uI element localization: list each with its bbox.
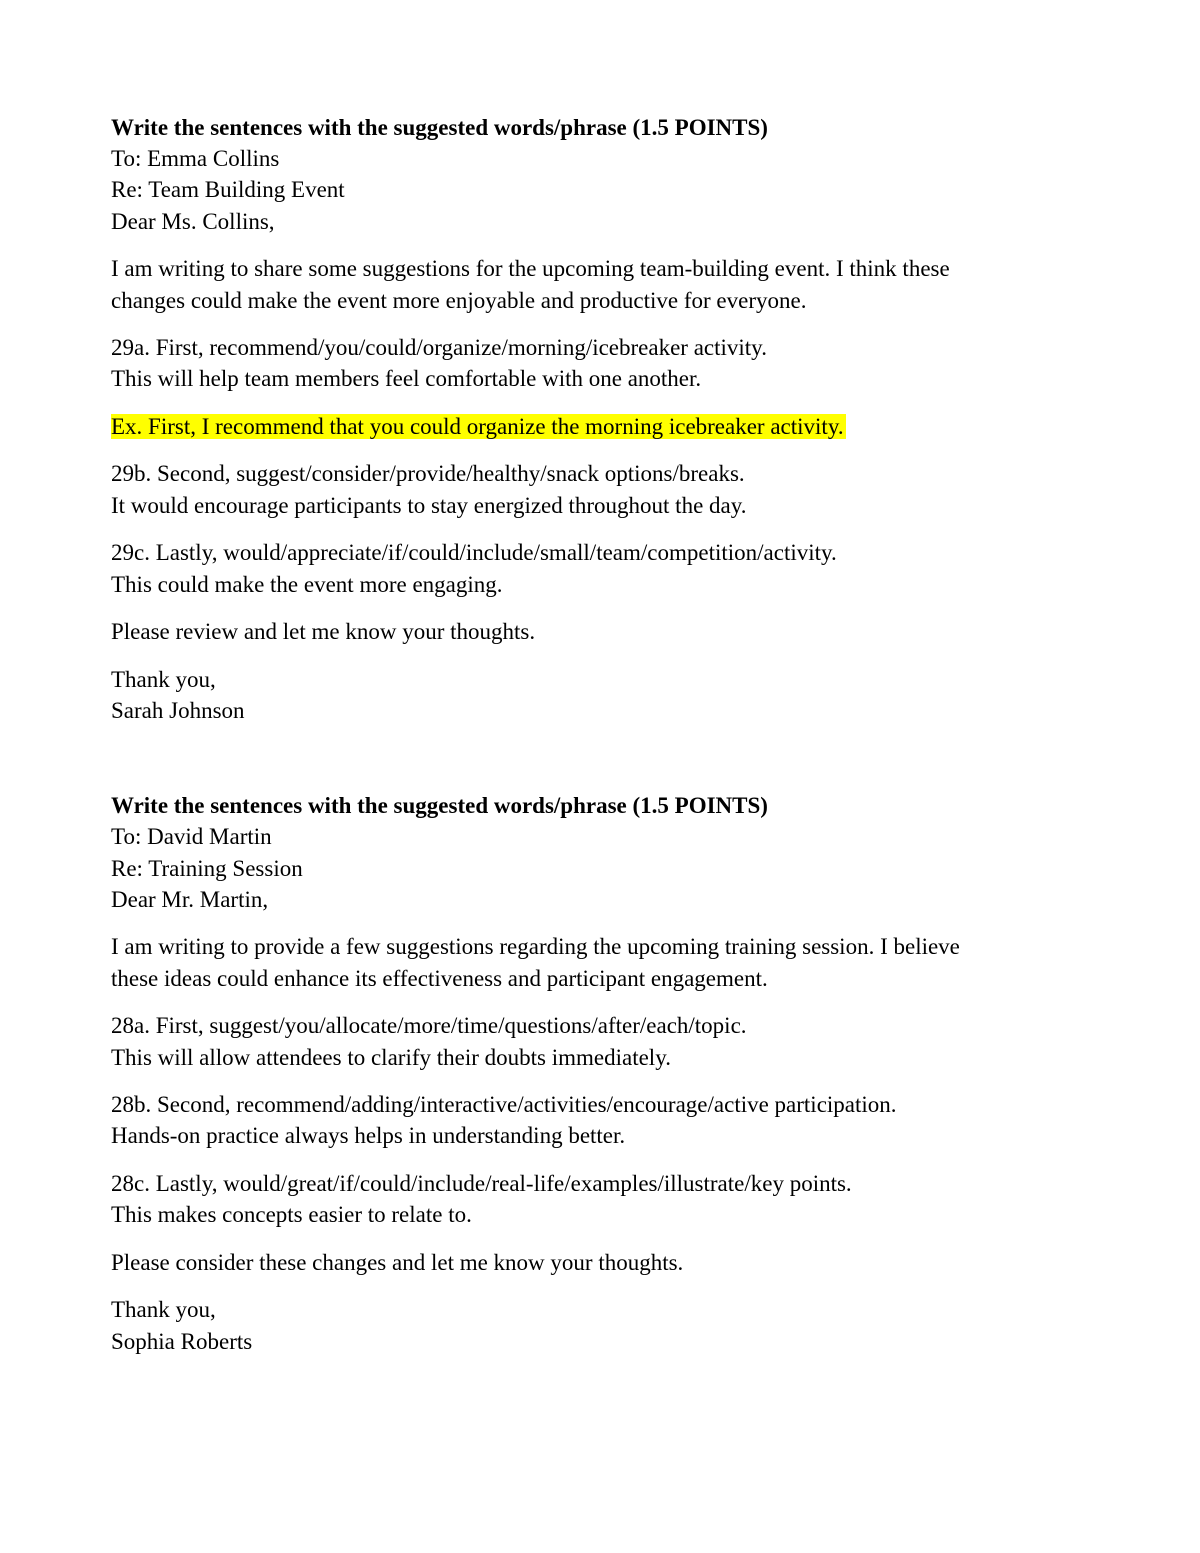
item-29a-prompt: 29a. First, recommend/you/could/organize/morning/icebreaker activity. [111,335,767,360]
intro-line-2: changes could make the event more enjoyable and productive for everyone. [111,288,807,313]
item-29b-prompt: 29b. Second, suggest/consider/provide/healthy/snack options/breaks. [111,461,745,486]
subject-line: Re: Training Session [111,856,303,881]
item-29a-note: This will help team members feel comfortable with one another. [111,366,702,391]
subject-line: Re: Team Building Event [111,177,345,202]
example-highlight: Ex. First, I recommend that you could organize the morning icebreaker activity. [111,414,844,439]
item-29b-note: It would encourage participants to stay energized throughout the day. [111,493,747,518]
signoff: Thank you, [111,1297,216,1322]
section-heading: Write the sentences with the suggested words/phrase (1.5 POINTS) [111,793,768,818]
intro-line-1: I am writing to share some suggestions for the upcoming team-building event. I think these [111,256,950,281]
intro-line-1: I am writing to provide a few suggestions regarding the upcoming training session. I believe [111,934,960,959]
item-28b-prompt: 28b. Second, recommend/adding/interactive/activities/encourage/active participation. [111,1092,897,1117]
signoff: Thank you, [111,667,216,692]
item-28c-note: This makes concepts easier to relate to. [111,1202,472,1227]
item-29c-note: This could make the event more engaging. [111,572,503,597]
item-28b-note: Hands-on practice always helps in understanding better. [111,1123,626,1148]
example-answer [111,411,846,443]
signature: Sarah Johnson [111,698,245,723]
recipient-line: To: David Martin [111,824,272,849]
recipient-line: To: Emma Collins [111,146,280,171]
closing-request: Please review and let me know your thoughts. [111,619,536,644]
salutation: Dear Mr. Martin, [111,887,269,912]
item-28a-note: This will allow attendees to clarify their doubts immediately. [111,1045,671,1070]
item-28c-prompt: 28c. Lastly, would/great/if/could/include/real-life/examples/illustrate/key points. [111,1171,852,1196]
intro-line-2: these ideas could enhance its effectiveness and participant engagement. [111,966,768,991]
item-28a-prompt: 28a. First, suggest/you/allocate/more/time/questions/after/each/topic. [111,1013,747,1038]
closing-request: Please consider these changes and let me know your thoughts. [111,1250,684,1275]
signature: Sophia Roberts [111,1329,253,1354]
salutation: Dear Ms. Collins, [111,209,275,234]
item-29c-prompt: 29c. Lastly, would/appreciate/if/could/include/small/team/competition/activity. [111,540,837,565]
section-heading: Write the sentences with the suggested words/phrase (1.5 POINTS) [111,115,768,140]
